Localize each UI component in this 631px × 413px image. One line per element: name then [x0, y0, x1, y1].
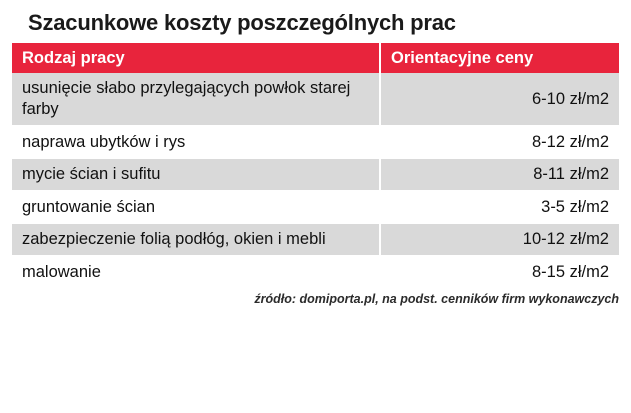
cell-work: malowanie [12, 256, 380, 288]
column-header-price: Orientacyjne ceny [380, 43, 619, 73]
cell-price: 8-15 zł/m2 [380, 256, 619, 288]
cell-price: 10-12 zł/m2 [380, 223, 619, 256]
cell-price: 6-10 zł/m2 [380, 73, 619, 125]
cell-work: gruntowanie ścian [12, 191, 380, 224]
table-row [12, 191, 619, 224]
table-header-row [12, 43, 619, 73]
cell-work: mycie ścian i sufitu [12, 158, 380, 191]
cell-work: usunięcie słabo przylegających powłok starej farby [12, 73, 380, 125]
cell-price: 3-5 zł/m2 [380, 191, 619, 224]
column-header-work: Rodzaj pracy [12, 43, 380, 73]
table-row [12, 73, 619, 125]
table-row [12, 223, 619, 256]
table-body [12, 73, 619, 287]
cell-work: zabezpieczenie folią podłóg, okien i mebli [12, 223, 380, 256]
cell-price: 8-12 zł/m2 [380, 126, 619, 159]
table-row [12, 256, 619, 288]
cell-work: naprawa ubytków i rys [12, 126, 380, 159]
cell-price: 8-11 zł/m2 [380, 158, 619, 191]
table-row [12, 158, 619, 191]
table-header [12, 43, 619, 73]
price-table [12, 43, 619, 287]
page-title: Szacunkowe koszty poszczególnych prac [28, 10, 456, 35]
source-note: źródło: domiporta.pl, na podst. cenników firm wykonawczych [254, 291, 619, 306]
table-row [12, 126, 619, 159]
